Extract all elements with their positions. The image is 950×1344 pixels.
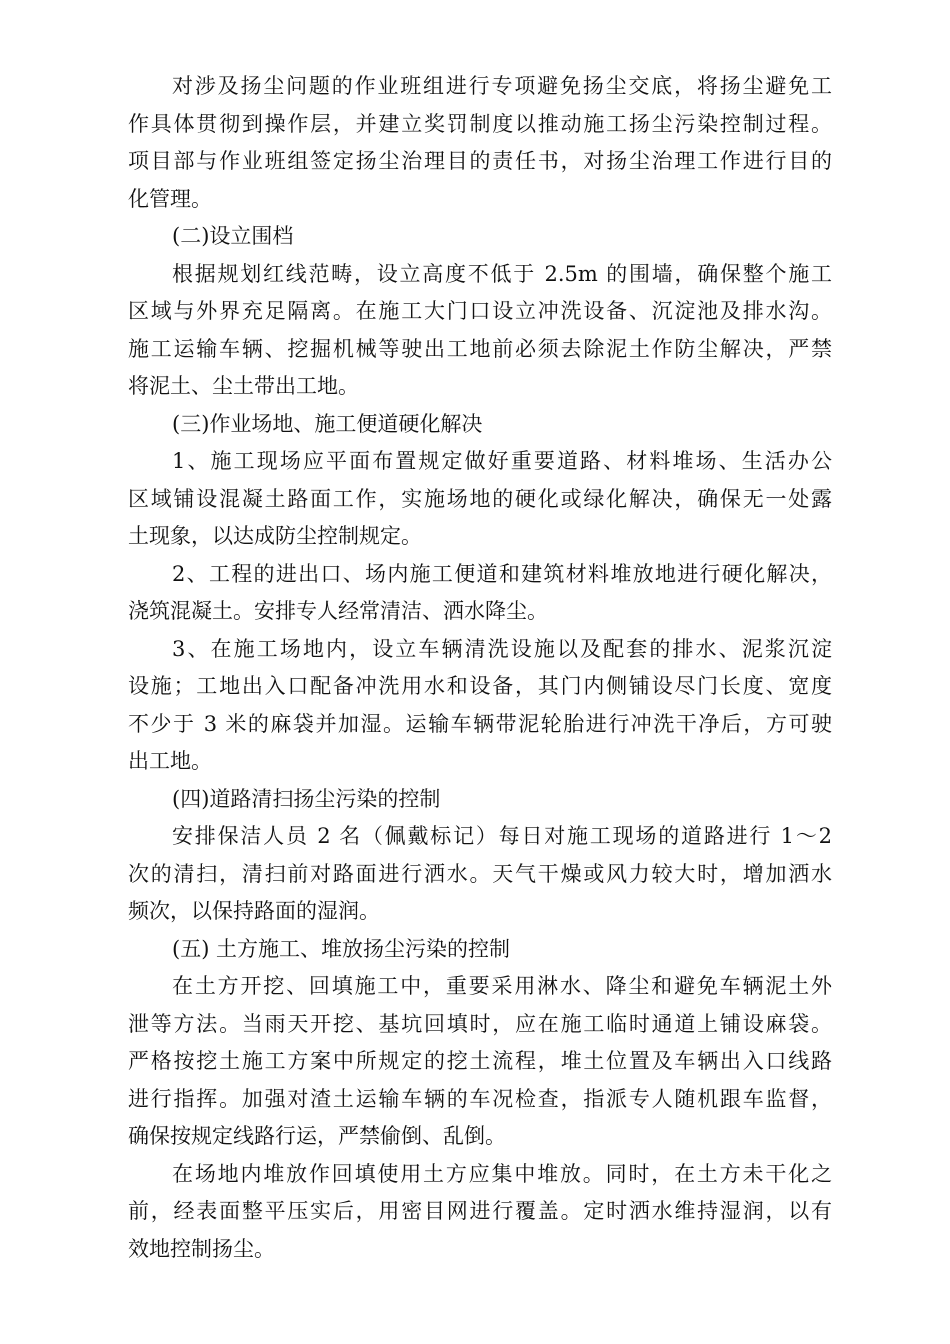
paragraph-line: 区域铺设混凝土路面工作，实施场地的硬化或绿化解决，确保无一处露	[128, 486, 832, 511]
paragraph-line: 根据规划红线范畴，设立高度不低于 2.5m 的围墙，确保整个施工	[172, 261, 832, 286]
paragraph-line: 作具体贯彻到操作层，并建立奖罚制度以推动施工扬尘污染控制过程。	[128, 111, 832, 136]
paragraph-line: 区域与外界充足隔离。在施工大门口设立冲洗设备、沉淀池及排水沟。	[128, 299, 832, 323]
paragraph-line: 设施；工地出入口配备冲洗用水和设备，其门内侧铺设尽门长度、宽度	[128, 674, 832, 698]
paragraph-line: 次的清扫，清扫前对路面进行洒水。天气干燥或风力较大时，增加洒水	[128, 861, 832, 886]
paragraph-line: 3、在施工场地内，设立车辆清洗设施以及配套的排水、泥浆沉淀	[172, 636, 832, 661]
paragraph-line: 浇筑混凝土。安排专人经常清洁、洒水降尘。	[128, 599, 548, 623]
paragraph-line: 施工运输车辆、挖掘机械等驶出工地前必须去除泥土作防尘解决，严禁	[128, 336, 832, 361]
paragraph-line: 1、施工现场应平面布置规定做好重要道路、材料堆场、生活办公	[172, 449, 832, 473]
paragraph-line: 对涉及扬尘问题的作业班组进行专项避免扬尘交底，将扬尘避免工	[172, 74, 832, 98]
section-heading: (五) 土方施工、堆放扬尘污染的控制	[172, 936, 511, 961]
section-heading: (四)道路清扫扬尘污染的控制	[172, 786, 441, 811]
document-page	[128, 68, 832, 1268]
paragraph-line: 确保按规定线路行运，严禁偷倒、乱倒。	[128, 1124, 506, 1148]
paragraph-line: 泄等方法。当雨天开挖、基坑回填时，应在施工临时通道上铺设麻袋。	[128, 1011, 832, 1036]
section-heading: (二)设立围档	[172, 224, 294, 248]
paragraph-line: 将泥土、尘土带出工地。	[128, 374, 359, 398]
paragraph-line: 前，经表面整平压实后，用密目网进行覆盖。定时洒水维持湿润，以有	[128, 1199, 832, 1223]
paragraph-line: 项目部与作业班组签定扬尘治理目的责任书，对扬尘治理工作进行目的	[128, 149, 832, 173]
paragraph-line: 出工地。	[128, 749, 212, 773]
paragraph-line: 严格按挖土施工方案中所规定的挖土流程，堆土位置及车辆出入口线路	[128, 1049, 832, 1073]
paragraph-line: 安排保洁人员 2 名（佩戴标记）每日对施工现场的道路进行 1～2	[172, 824, 832, 848]
paragraph-line: 2、工程的进出口、场内施工便道和建筑材料堆放地进行硬化解决，	[172, 561, 832, 586]
paragraph-line: 在土方开挖、回填施工中，重要采用淋水、降尘和避免车辆泥土外	[172, 974, 832, 998]
paragraph-line: 不少于 3 米的麻袋并加湿。运输车辆带泥轮胎进行冲洗干净后，方可驶	[128, 711, 832, 736]
paragraph-line: 频次，以保持路面的湿润。	[128, 899, 380, 923]
paragraph-line: 化管理。	[128, 186, 212, 211]
section-heading: (三)作业场地、施工便道硬化解决	[172, 411, 483, 436]
paragraph-line: 进行指挥。加强对渣土运输车辆的车况检查，指派专人随机跟车监督，	[128, 1086, 832, 1111]
paragraph-line: 效地控制扬尘。	[128, 1236, 275, 1261]
paragraph-line: 在场地内堆放作回填使用土方应集中堆放。同时，在土方未干化之	[172, 1161, 832, 1186]
paragraph-line: 土现象，以达成防尘控制规定。	[128, 524, 422, 548]
